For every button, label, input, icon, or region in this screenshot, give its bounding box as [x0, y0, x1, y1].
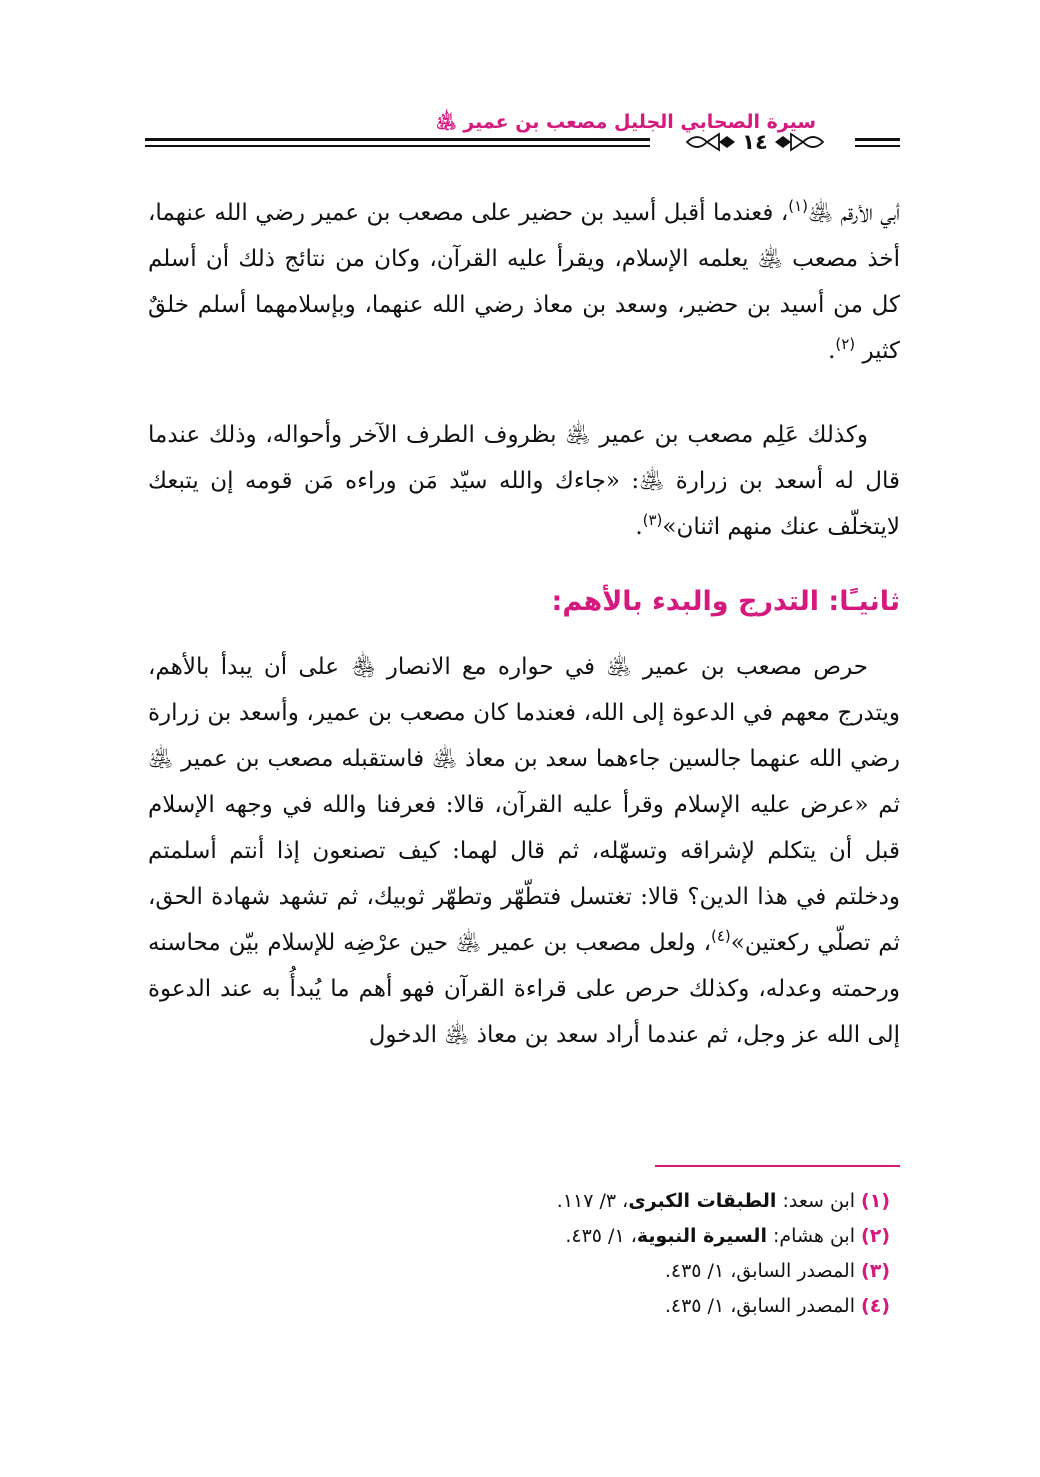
page-number: ١٤ — [742, 130, 768, 154]
header-rule — [145, 145, 650, 147]
footnote-title: السيرة النبوية — [636, 1225, 767, 1247]
footnote-ref[interactable]: (٢) — [835, 335, 856, 353]
footnote-suffix: ، ١/ ٤٣٥. — [565, 1225, 637, 1247]
text-run: وكذلك عَلِم مصعب بن عمير ﵁ بظروف الطرف الآخر وأحواله، وذلك عندما قال له أسعد بن زرارة ﵁: «جاءك والله سيّد مَن وراءه مَن قومه إن يتبعك لايتخلّف عنك منهم اثنان» — [148, 422, 901, 540]
text-run: . — [635, 514, 643, 540]
header-rule — [855, 138, 900, 141]
footnote-item — [190, 1184, 890, 1219]
footnote-number: (٣) — [861, 1260, 890, 1282]
text-run: . — [828, 338, 836, 364]
paragraph-3 — [148, 644, 900, 1058]
footnote-ref[interactable]: (٣) — [642, 511, 663, 529]
footnote-prefix: المصدر السابق، ١/ ٤٣٥. — [664, 1260, 856, 1282]
footnote-separator — [655, 1165, 900, 1167]
header-rule — [855, 145, 900, 147]
paragraph-2 — [148, 412, 900, 550]
footnote-item — [190, 1219, 890, 1254]
footnote-item — [190, 1254, 890, 1289]
footnote-title: الطبقات الكبرى — [628, 1190, 777, 1212]
footnote-number: (٤) — [861, 1295, 890, 1317]
footnotes — [190, 1184, 890, 1324]
footnote-number: (٢) — [861, 1225, 890, 1247]
text-run: ، ولعل مصعب بن عمير ﵁ حين عرْضِه للإسلام بيّن محاسنه ورحمته وعدله، وكذلك حرص على قراءة القرآن فهو أهم ما يُبدأُ به عند الدعوة إلى الله عز وجل، ثم عندما أراد سعد بن معاذ ﵁ الدخول — [148, 930, 900, 1048]
footnote-prefix: ابن سعد: — [776, 1190, 856, 1212]
footnote-ref[interactable]: (١) — [788, 197, 809, 215]
footnote-prefix: ابن هشام: — [766, 1225, 856, 1247]
footnote-suffix: ، ٣/ ١١٧. — [556, 1190, 629, 1212]
text-run: أبي الأرقم ﵁ — [808, 200, 900, 226]
text-run: ، فعندما أقبل أسيد بن حضير على مصعب بن عمير رضي الله عنهما، أخذ مصعب ﵁ يعلمه الإسلام، ويقرأ عليه القرآن، وكان من نتائج ذلك أن أسلم كل من أسيد بن حضير، وسعد بن معاذ رضي الله عنهما، وبإسلامهما أسلم خلقٌ كثير — [148, 200, 900, 364]
main-text — [148, 190, 900, 1058]
running-header — [145, 104, 900, 174]
header-rule — [145, 138, 650, 141]
footnote-number: (١) — [861, 1190, 890, 1212]
footnote-item — [190, 1289, 890, 1324]
footnote-prefix: المصدر السابق، ١/ ٤٣٥. — [664, 1295, 856, 1317]
footnote-ref[interactable]: (٤) — [711, 927, 731, 945]
paragraph-1 — [148, 190, 900, 374]
header-title: سيرة الصحابي الجليل مصعب بن عمير ﵁ — [435, 111, 817, 133]
section-heading: ثانيـًا: التدرج والبدء بالأهم: — [551, 586, 900, 617]
text-run: حرص مصعب بن عمير ﵁ في حواره مع الانصار ﵃ على أن يبدأ بالأهم، ويتدرج معهم في الدعوة إلى الله، فعندما كان مصعب بن عمير، وأسعد بن زرارة رضي الله عنهما جالسين جاءهما سعد بن معاذ ﵁ فاستقبله مصعب بن عمير ﵁ ثم «عرض عليه الإسلام وقرأ عليه القرآن، قالا: فعرفنا والله في وجهه الإسلام قبل أن يتكلم لإشراقه وتسهّله، ثم قال لهما: كيف تصنعون إذا أنتم أسلمتم ودخلتم في هذا الدين؟ قالا: تغتسل فتطّهّر وتطهّر ثوبيك، ثم تشهد شهادة الحق، ثم تصلّي ركعتين» — [148, 654, 900, 956]
